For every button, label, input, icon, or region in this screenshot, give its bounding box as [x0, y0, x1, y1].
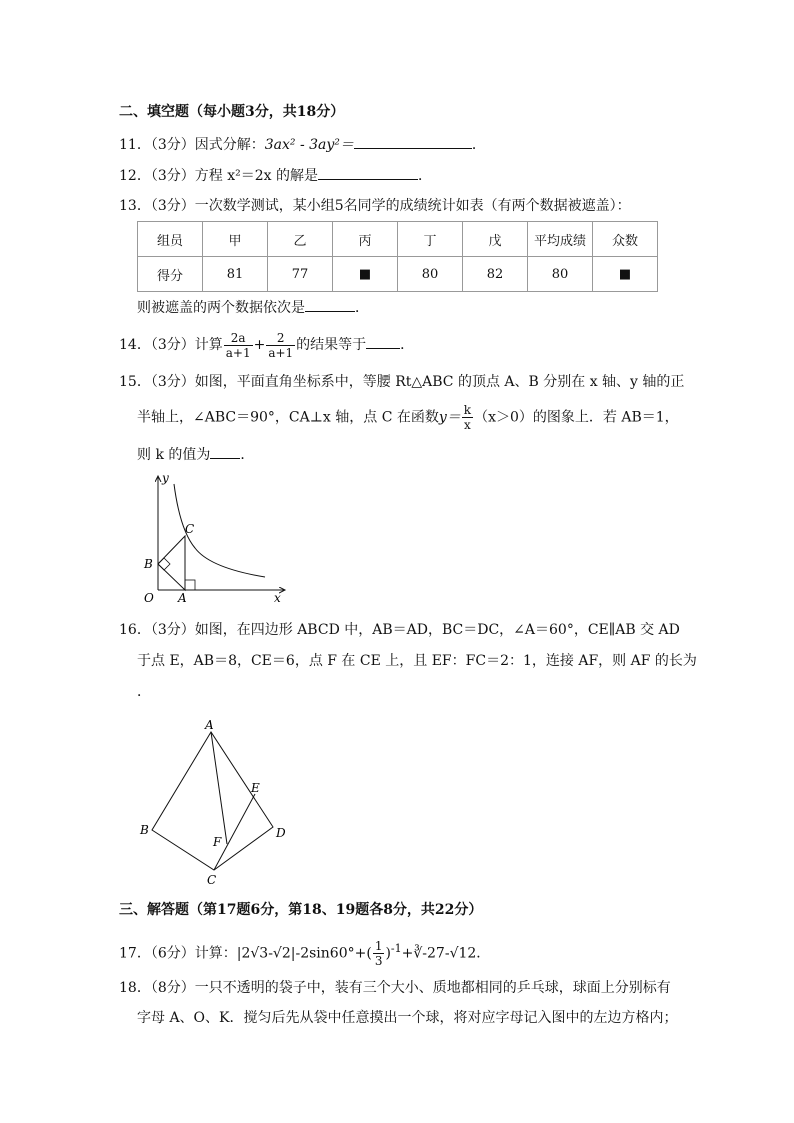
- table-header-row: [138, 222, 658, 257]
- table-row: [138, 257, 658, 292]
- question-11: 11．（3分）因式分解：3ax² - 3ay²＝ ．: [119, 134, 486, 155]
- table-header-cell: 丁: [398, 222, 463, 257]
- plus-sign: +: [253, 337, 266, 353]
- point-label-o: O: [144, 591, 154, 605]
- question-13: [119, 196, 631, 216]
- question-number: 14．: [119, 337, 151, 353]
- question-15-line3: 则 k 的值为 ．: [137, 444, 254, 465]
- question-13-followup: 则被遮盖的两个数据依次是 ．: [137, 297, 369, 318]
- point-label-f: F: [213, 835, 222, 849]
- section-title: 三、解答题（第17题6分，第18、19题各8分，共22分）: [119, 902, 483, 918]
- table-cell: 77: [268, 257, 333, 292]
- question-text: 字母 A、O、K．搅匀后先从袋中任意摸出一个球，将对应字母记入图中的左边方格内；: [137, 1010, 678, 1026]
- question-number: 17．: [119, 945, 151, 962]
- answer-blank: [318, 165, 418, 180]
- right-angle-mark: [158, 558, 170, 570]
- table-header-cell: 众数: [593, 222, 658, 257]
- question-text: 因式分解：: [194, 137, 265, 153]
- point-label-d: D: [276, 826, 286, 840]
- triangle-abc: [158, 536, 185, 590]
- table-header-cell: 戊: [463, 222, 528, 257]
- point-label-a: A: [205, 718, 214, 732]
- segment-af: [211, 732, 227, 844]
- question-number: 11．: [119, 137, 151, 153]
- question-14: 14．（3分）计算 $\frac{2a}{a+1}$ + $\frac{2}{a+1}$ 的结果等于 ．: [119, 330, 415, 360]
- table-cell: 得分: [138, 257, 203, 292]
- question-16-line3: [137, 682, 151, 702]
- math-expression: ): [385, 945, 391, 962]
- question-points: （3分）: [150, 168, 195, 184]
- question-number: 16．: [119, 622, 151, 638]
- point-label-c: C: [185, 522, 195, 536]
- table-cell-covered: ■: [333, 257, 398, 292]
- question-number: 15．: [119, 374, 151, 390]
- section-title: 二、填空题（每小题3分，共18分）: [119, 104, 345, 120]
- axis-label-y: y: [162, 471, 169, 485]
- question-text: ．: [137, 684, 151, 700]
- question-text: 一次数学测试，某小组5名同学的成绩统计如表（有两个数据被遮盖）：: [194, 198, 631, 214]
- axis-label-x: x: [274, 591, 281, 605]
- point-label-e: E: [251, 781, 260, 795]
- point-label-a: A: [178, 591, 187, 605]
- question-points: （3分）: [150, 374, 195, 390]
- question-16-line2: [137, 651, 697, 671]
- exponent: -1: [390, 942, 402, 955]
- question-12: 12．（3分）方程 x²＝2x 的解是 ．: [119, 165, 432, 186]
- question-15-line2: [137, 403, 679, 432]
- question-number: 18．: [119, 980, 151, 996]
- answer-blank: [305, 297, 355, 312]
- table-cell: 81: [203, 257, 268, 292]
- answer-blank: [354, 134, 472, 149]
- point-label-b: B: [140, 823, 149, 837]
- question-points: （3分）: [150, 337, 195, 353]
- question-number: 13．: [119, 198, 151, 214]
- segment-ce: [214, 794, 255, 870]
- question-text: 的结果等于: [296, 337, 367, 353]
- question-text: 计算：: [194, 945, 237, 962]
- question-text: 如图，平面直角坐标系中，等腰 Rt△ABC 的顶点 A、B 分别在 x 轴、y 轴的正: [194, 374, 685, 390]
- question-text: （x＞0）的图象上．若 AB＝1，: [474, 409, 679, 426]
- question-15-line1: [119, 372, 684, 392]
- answer-blank: [366, 334, 400, 349]
- table-cell-covered: ■: [593, 257, 658, 292]
- table-header-cell: 组员: [138, 222, 203, 257]
- answer-blank: [210, 444, 240, 459]
- score-table: [137, 221, 658, 292]
- fraction: $\frac{k}{x}$: [463, 403, 472, 432]
- question-text: 则 k 的值为: [137, 447, 211, 463]
- table-header-cell: 平均成绩: [528, 222, 593, 257]
- fraction: $\frac{2}{a+1}$: [268, 330, 294, 360]
- math-expression: |2√3-√2|-2sin60°+(: [236, 945, 372, 962]
- math-expression: +∛-27-√12．: [401, 945, 491, 962]
- table-header-cell: 甲: [203, 222, 268, 257]
- math-expression: 3ax² - 3ay²＝: [264, 137, 354, 153]
- point-label-b: B: [144, 557, 153, 571]
- question-number: 12．: [119, 168, 151, 184]
- question-points: （8分）: [150, 980, 195, 996]
- question-16-line1: [119, 620, 680, 640]
- table-cell: 82: [463, 257, 528, 292]
- question-text: 半轴上，∠ABC＝90°，CA⊥x 轴，点 C 在函数: [137, 409, 439, 426]
- table-cell: 80: [398, 257, 463, 292]
- fraction: $\frac{2a}{a+1}$: [225, 330, 251, 360]
- question-18-line2: [137, 1008, 678, 1028]
- quadrilateral-abcd: [152, 732, 273, 870]
- question-points: （6分）: [150, 945, 195, 962]
- question-text: 于点 E，AB＝8，CE＝6，点 F 在 CE 上，且 EF：FC＝2：1，连接 AF，则 AF 的长为: [137, 653, 697, 669]
- math-expression: y＝: [438, 409, 461, 426]
- question-text: 方程 x²＝2x 的解是: [194, 168, 318, 184]
- coordinate-figure: [140, 470, 290, 605]
- question-points: （3分）: [150, 137, 195, 153]
- fraction: $\frac{1}{3}$: [374, 939, 383, 969]
- question-text: 计算: [194, 337, 223, 353]
- table-header-cell: 丙: [333, 222, 398, 257]
- right-angle-mark: [185, 580, 195, 590]
- question-18-line1: [119, 978, 671, 998]
- table-header-cell: 乙: [268, 222, 333, 257]
- question-points: （3分）: [150, 198, 195, 214]
- question-text: 一只不透明的袋子中，装有三个大小、质地都相同的乒乓球，球面上分别标有: [194, 980, 671, 996]
- question-points: （3分）: [150, 622, 195, 638]
- point-label-c: C: [207, 873, 217, 887]
- question-text: 如图，在四边形 ABCD 中，AB＝AD，BC＝DC，∠A＝60°，CE∥AB 交 AD: [194, 622, 680, 638]
- quadrilateral-figure: [135, 712, 295, 890]
- question-17: [119, 934, 490, 969]
- table-cell: 80: [528, 257, 593, 292]
- question-text: 则被遮盖的两个数据依次是: [137, 300, 305, 316]
